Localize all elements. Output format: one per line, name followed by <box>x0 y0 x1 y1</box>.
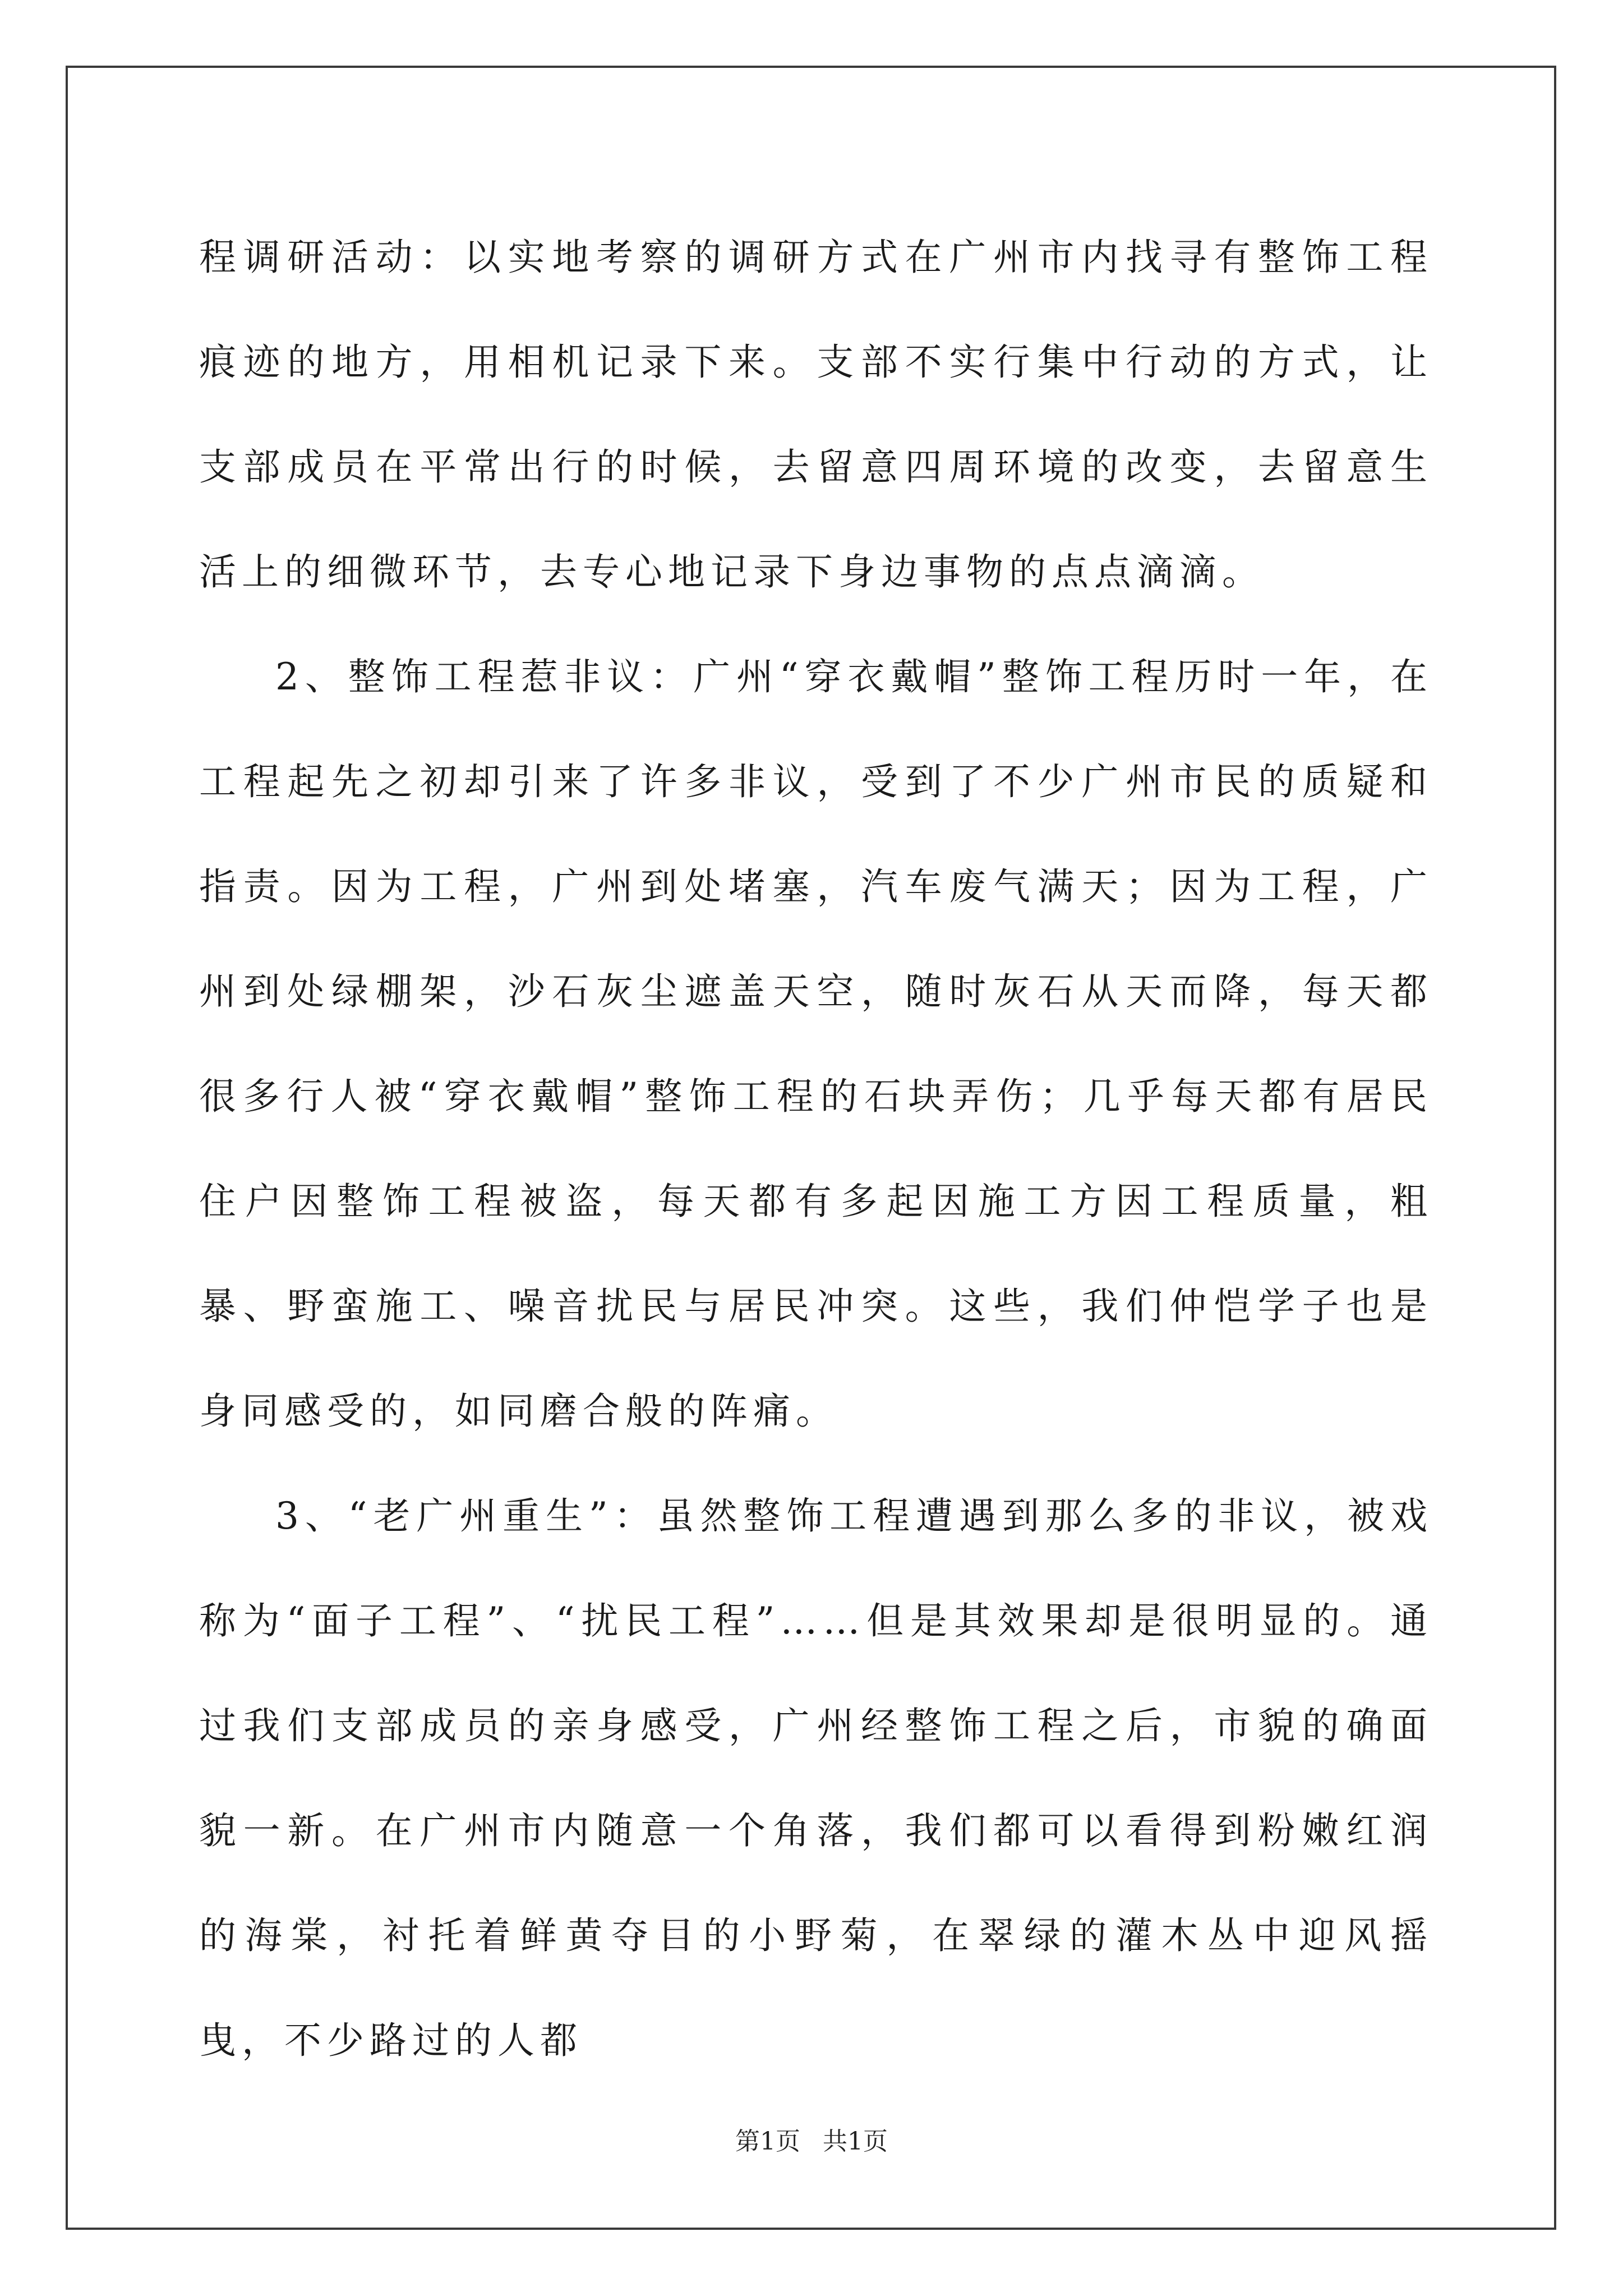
paragraph-2: 2、整饰工程惹非议：广州“穿衣戴帽”整饰工程历时一年，在工程起先之初却引来了许多非议，受到了不少广州市民的质疑和指责。因为工程，广州到处堵塞，汽车废气满天；因为工程，广州到处绿棚架，沙石灰尘遮盖天空，随时灰石从天而降，每天都很多行人被“穿衣戴帽”整饰工程的石块弄伤；几乎每天都有居民住户因整饰工程被盗，每天都有多起因施工方因工程质量，粗暴、野蛮施工、噪音扰民与居民冲突。这些，我们仲恺学子也是身同感受的，如同磨合般的阵痛。 <box>199 655 1433 1433</box>
page-number-total: 共1页 <box>823 2127 888 2156</box>
paragraph-1: 程调研活动：以实地考察的调研方式在广州市内找寻有整饰工程痕迹的地方，用相机记录下来。支部不实行集中行动的方式，让支部成员在平常出行的时候，去留意四周环境的改变，去留意生活上的细微环节，去专心地记录下身边事物的点点滴滴。 <box>199 236 1433 593</box>
page-number-current: 第1页 <box>735 2127 800 2156</box>
document-body <box>199 205 1433 2093</box>
page-footer <box>0 2125 1623 2159</box>
paragraph-3: 3、“老广州重生”：虽然整饰工程遭遇到那么多的非议，被戏称为“面子工程”、“扰民工程”……但是其效果却是很明显的。通过我们支部成员的亲身感受，广州经整饰工程之后，市貌的确面貌一新。在广州市内随意一个角落，我们都可以看得到粉嫩红润的海棠，衬托着鲜黄夺目的小野菊，在翠绿的灌木丛中迎风摇曳，不少路过的人都 <box>199 1494 1433 2062</box>
